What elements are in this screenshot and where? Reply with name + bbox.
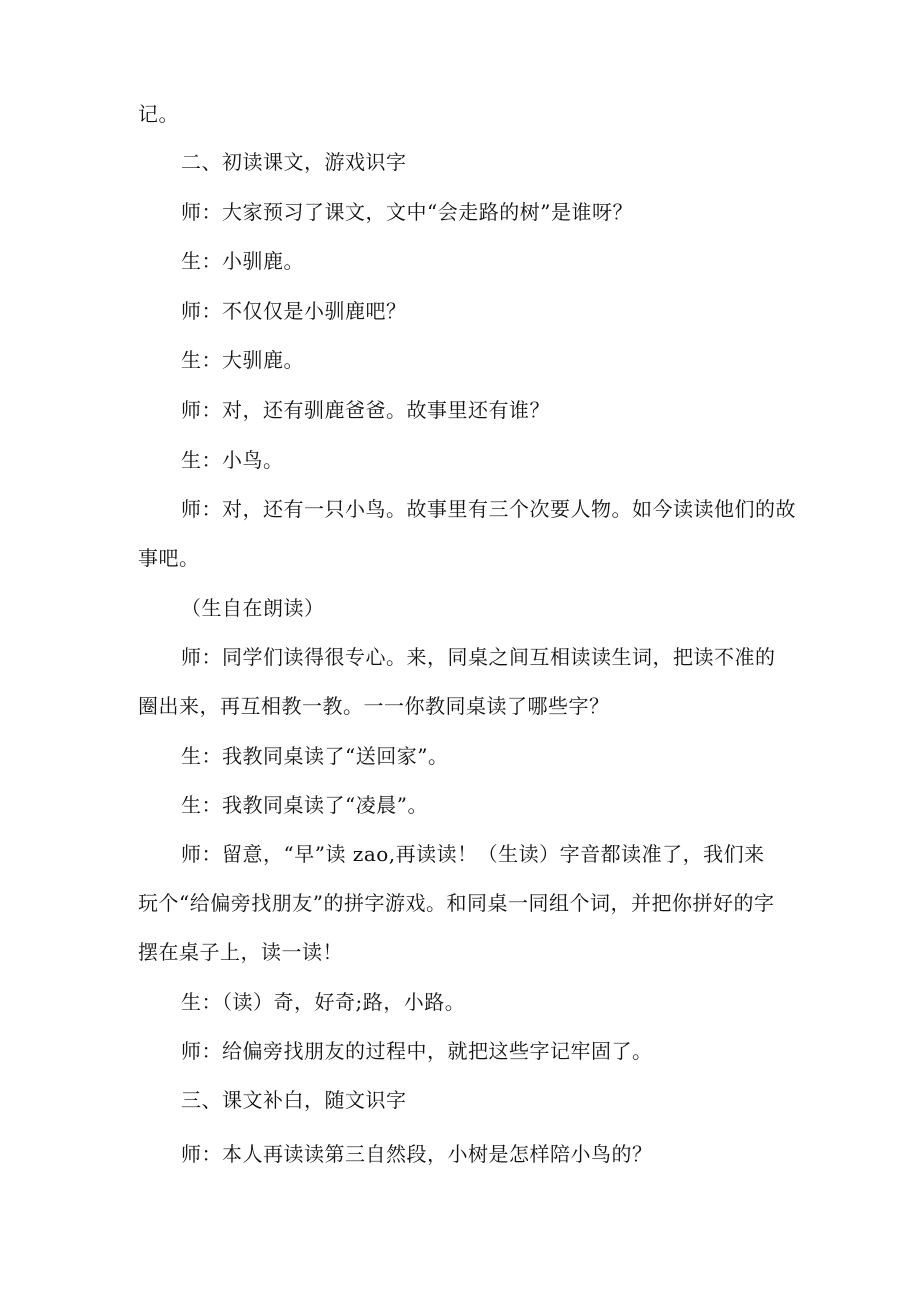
dialogue-line-17: 师：本人再读读第三自然段，小树是怎样陪小鸟的？ bbox=[181, 1142, 653, 1166]
dialogue-line-4: 生：小驯鹿。 bbox=[181, 249, 304, 273]
stage-direction-line: （生自在朗读） bbox=[181, 596, 325, 620]
dialogue-line-5: 师：不仅仅是小驯鹿吧？ bbox=[181, 299, 407, 323]
dialogue-line-7: 师：对，还有驯鹿爸爸。故事里还有谁？ bbox=[181, 398, 550, 422]
dialogue-line-9: 师：对，还有一只小鸟。故事里有三个次要人物。如今读读他们的故 bbox=[181, 497, 796, 521]
dialogue-line-14: 师：留意，“早”读 zao,再读读！（生读）字音都读准了，我们来 bbox=[181, 842, 765, 866]
dialogue-line-14-cont-1: 玩个“给偏旁找朋友”的拼字游戏。和同桌一同组个词，并把你拼好的字 bbox=[138, 891, 775, 915]
dialogue-line-3: 师：大家预习了课文，文中“会走路的树”是谁呀？ bbox=[181, 200, 633, 224]
dialogue-line-12: 生：我教同桌读了“送回家”。 bbox=[181, 744, 449, 768]
dialogue-line-6: 生：大驯鹿。 bbox=[181, 348, 304, 372]
dialogue-line-11-cont: 圈出来，再互相教一教。一一你教同桌读了哪些字？ bbox=[138, 694, 610, 718]
section-heading-2: 二、初读课文，游戏识字 bbox=[181, 150, 407, 174]
text-line-1: 记。 bbox=[138, 102, 179, 126]
dialogue-line-8: 生：小鸟。 bbox=[181, 448, 284, 472]
dialogue-line-16: 师：给偏旁找朋友的过程中，就把这些字记牢固了。 bbox=[181, 1039, 653, 1063]
dialogue-line-9-cont: 事吧。 bbox=[138, 546, 200, 570]
dialogue-line-11: 师：同学们读得很专心。来，同桌之间互相读读生词，把读不准的 bbox=[181, 645, 776, 669]
section-heading-3: 三、课文补白，随文识字 bbox=[181, 1088, 407, 1112]
dialogue-line-14-cont-2: 摆在桌子上，读一读！ bbox=[138, 940, 343, 964]
dialogue-line-15: 生：（读）奇，好奇;路，小路。 bbox=[181, 990, 466, 1014]
dialogue-line-13: 生：我教同桌读了“凌晨”。 bbox=[181, 793, 428, 817]
